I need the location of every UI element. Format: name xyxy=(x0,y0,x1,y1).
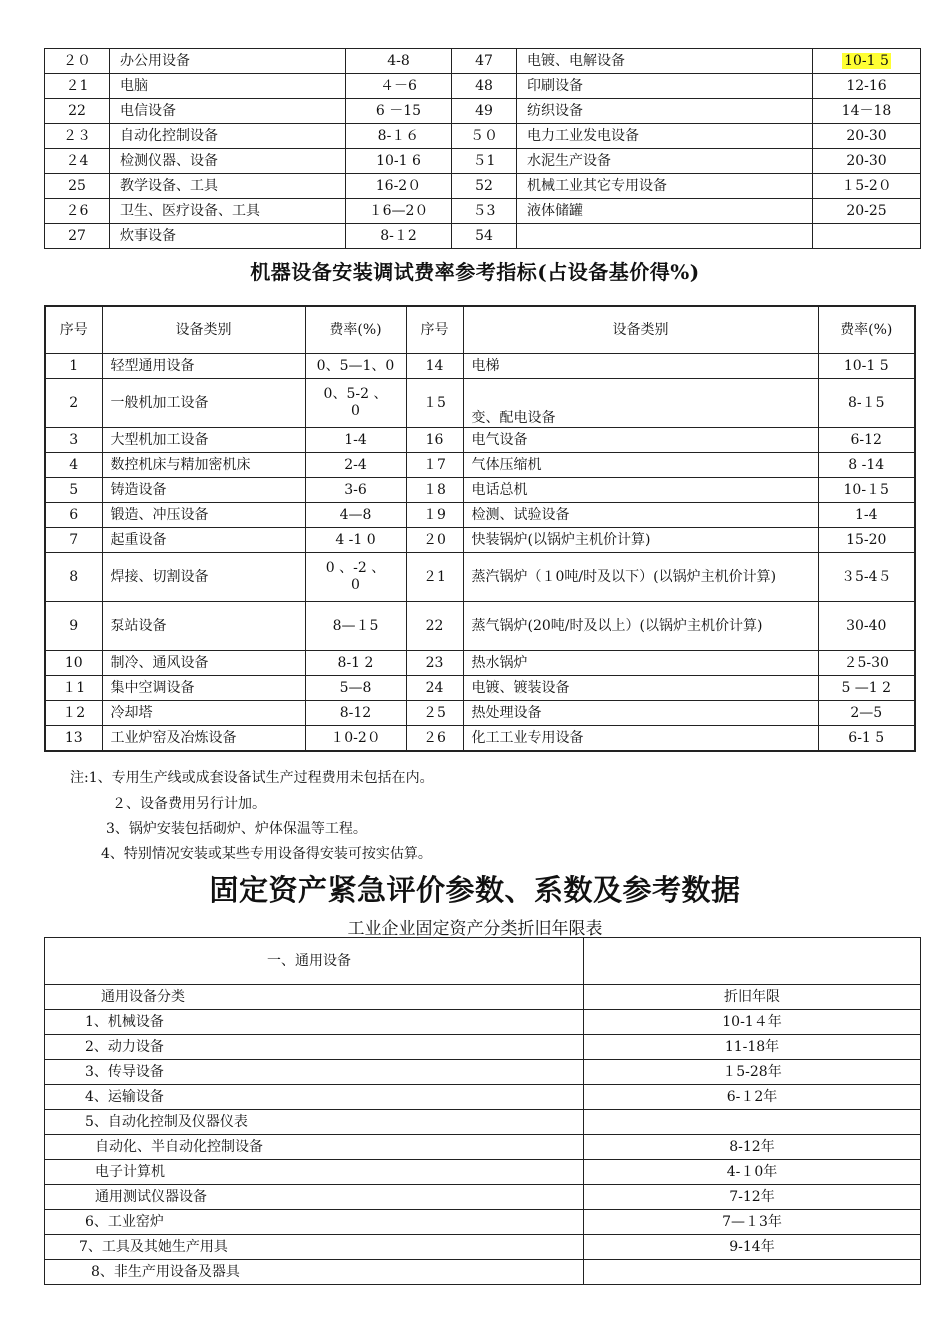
equipment-category: 铸造设备 xyxy=(102,478,305,503)
section-empty-cell xyxy=(584,938,921,985)
rate-value: 4—8 xyxy=(305,503,406,528)
note-line-2: ２、设备费用另行计加。 xyxy=(112,796,266,812)
row-number: 5 xyxy=(45,478,102,503)
row-number: 24 xyxy=(406,676,463,701)
equipment-category: 轻型通用设备 xyxy=(102,354,305,379)
table-row xyxy=(45,428,915,453)
rate-value: 6-12 xyxy=(818,428,915,453)
table-row xyxy=(45,99,921,124)
row-number: 16 xyxy=(406,428,463,453)
rate-value: 6 －15 xyxy=(346,99,452,124)
asset-category: 5、自动化控制及仪器仪表 xyxy=(45,1110,584,1135)
equipment-category: 变、配电设备 xyxy=(463,379,818,428)
install-header-row xyxy=(45,306,915,354)
equipment-category: 电镀、电解设备 xyxy=(517,49,813,74)
rate-value: 20-25 xyxy=(813,199,921,224)
section-row xyxy=(45,938,921,985)
row-number: 27 xyxy=(45,224,110,249)
table-row xyxy=(45,1210,921,1235)
rate-value: 20-30 xyxy=(813,124,921,149)
equipment-category: 炊事设备 xyxy=(110,224,346,249)
equipment-category: 制冷、通风设备 xyxy=(102,651,305,676)
install-rate-table xyxy=(44,305,916,752)
depreciation-years: 4-１0年 xyxy=(584,1160,921,1185)
row-number: ２０ xyxy=(45,49,110,74)
rate-value: 1-4 xyxy=(818,503,915,528)
note-line-1: 注:1、专用生产线或成套设备试生产过程费用未包括在内。 xyxy=(70,770,434,786)
rate-value: 12-16 xyxy=(813,74,921,99)
rate-value: 4 -1 0 xyxy=(305,528,406,553)
row-number: 3 xyxy=(45,428,102,453)
install-rate-title: 机器设备安装调试费率参考指标(占设备基价得%) xyxy=(250,260,700,284)
row-number: 10 xyxy=(45,651,102,676)
row-number: １5 xyxy=(406,379,463,428)
rate-value: 10-1 5 xyxy=(818,354,915,379)
rate-value: 10-1 6 xyxy=(346,149,452,174)
row-number: 14 xyxy=(406,354,463,379)
section-label: 一、通用设备 xyxy=(45,938,584,985)
rate-value: 8-1 2 xyxy=(305,651,406,676)
row-number: ５０ xyxy=(452,124,517,149)
table-row xyxy=(45,199,921,224)
equipment-category: 工业炉窑及冶炼设备 xyxy=(102,726,305,752)
rate-value: 8-１６ xyxy=(346,124,452,149)
top-rate-table xyxy=(44,48,921,249)
table-row xyxy=(45,453,915,478)
depreciation-header-row xyxy=(45,985,921,1010)
row-number: 48 xyxy=(452,74,517,99)
asset-category: 1、机械设备 xyxy=(45,1010,584,1035)
row-number: ２5 xyxy=(406,701,463,726)
equipment-category: 气体压缩机 xyxy=(463,453,818,478)
rate-value: 30-40 xyxy=(818,602,915,651)
row-number: 1 xyxy=(45,354,102,379)
rate-value: 4-8 xyxy=(346,49,452,74)
depreciation-table xyxy=(44,937,921,1285)
depreciation-years: 9-14年 xyxy=(584,1235,921,1260)
rate-value: ４－6 xyxy=(346,74,452,99)
table-row xyxy=(45,354,915,379)
rate-value: １5-2０ xyxy=(813,174,921,199)
depreciation-years: 10-1４年 xyxy=(584,1010,921,1035)
table-row xyxy=(45,676,915,701)
rate-value xyxy=(813,49,921,74)
header-cell: 设备类别 xyxy=(463,306,818,354)
table-row xyxy=(45,1010,921,1035)
rate-value: 16-2０ xyxy=(346,174,452,199)
row-number: １2 xyxy=(45,701,102,726)
equipment-category: 锻造、冲压设备 xyxy=(102,503,305,528)
row-number: 49 xyxy=(452,99,517,124)
equipment-category: 数控机床与精加密机床 xyxy=(102,453,305,478)
equipment-category: 化工工业专用设备 xyxy=(463,726,818,752)
table-row xyxy=(45,1185,921,1210)
header-cell: 设备类别 xyxy=(102,306,305,354)
rate-value: 5—8 xyxy=(305,676,406,701)
equipment-category: 电信设备 xyxy=(110,99,346,124)
asset-category: 电子计算机 xyxy=(45,1160,584,1185)
equipment-category: 机械工业其它专用设备 xyxy=(517,174,813,199)
header-cell: 序号 xyxy=(406,306,463,354)
rate-value: １6—2０ xyxy=(346,199,452,224)
rate-value: 15-20 xyxy=(818,528,915,553)
table-row xyxy=(45,1260,921,1285)
table-row xyxy=(45,149,921,174)
row-number: ２4 xyxy=(45,149,110,174)
equipment-category: 起重设备 xyxy=(102,528,305,553)
equipment-category: 电梯 xyxy=(463,354,818,379)
equipment-category: 自动化控制设备 xyxy=(110,124,346,149)
rate-value: 0、5-2 、0 xyxy=(305,379,406,428)
highlighted-rate: 10-1 5 xyxy=(844,52,889,69)
asset-category: 3、传导设备 xyxy=(45,1060,584,1085)
row-number: ２0 xyxy=(406,528,463,553)
asset-category: 7、工具及其她生产用具 xyxy=(45,1235,584,1260)
asset-category: 通用测试仪器设备 xyxy=(45,1185,584,1210)
row-number: 23 xyxy=(406,651,463,676)
rate-value: 8-１2 xyxy=(346,224,452,249)
rate-value: 2-4 xyxy=(305,453,406,478)
row-number: ５1 xyxy=(452,149,517,174)
rate-value: 8-１5 xyxy=(818,379,915,428)
table-row xyxy=(45,1235,921,1260)
equipment-category: 水泥生产设备 xyxy=(517,149,813,174)
table-row xyxy=(45,74,921,99)
depreciation-years: 8-12年 xyxy=(584,1135,921,1160)
equipment-category: 一般机加工设备 xyxy=(102,379,305,428)
row-number: １7 xyxy=(406,453,463,478)
row-number: 47 xyxy=(452,49,517,74)
header-cell: 折旧年限 xyxy=(584,985,921,1010)
row-number: ２３ xyxy=(45,124,110,149)
depreciation-table-title: 工业企业固定资产分类折旧年限表 xyxy=(347,919,603,939)
rate-value: 3-6 xyxy=(305,478,406,503)
rate-value: 14－18 xyxy=(813,99,921,124)
rate-value: 0、5—1、0 xyxy=(305,354,406,379)
equipment-category: 快装锅炉(以锅炉主机价计算) xyxy=(463,528,818,553)
equipment-category: 集中空调设备 xyxy=(102,676,305,701)
asset-category: 4、运输设备 xyxy=(45,1085,584,1110)
row-number: ２6 xyxy=(45,199,110,224)
depreciation-years: 6-１2年 xyxy=(584,1085,921,1110)
equipment-category: 冷却塔 xyxy=(102,701,305,726)
rate-value: ３5-4５ xyxy=(818,553,915,602)
equipment-category: 电气设备 xyxy=(463,428,818,453)
table-row xyxy=(45,1160,921,1185)
asset-category: 自动化、半自动化控制设备 xyxy=(45,1135,584,1160)
rate-value: 6-1 5 xyxy=(818,726,915,752)
depreciation-years xyxy=(584,1260,921,1285)
row-number: ５3 xyxy=(452,199,517,224)
table-row xyxy=(45,651,915,676)
equipment-category: 焊接、切割设备 xyxy=(102,553,305,602)
depreciation-years: 7—１3年 xyxy=(584,1210,921,1235)
row-number: 8 xyxy=(45,553,102,602)
asset-category: 8、非生产用设备及器具 xyxy=(45,1260,584,1285)
rate-value: １0-2０ xyxy=(305,726,406,752)
rate-value: 8 -14 xyxy=(818,453,915,478)
row-number: 6 xyxy=(45,503,102,528)
row-number: 2 xyxy=(45,379,102,428)
asset-category: 2、动力设备 xyxy=(45,1035,584,1060)
asset-section-title: 固定资产紧急评价参数、系数及参考数据 xyxy=(209,873,741,907)
row-number: 52 xyxy=(452,174,517,199)
note-line-3: 3、锅炉安装包括砌炉、炉体保温等工程。 xyxy=(106,821,367,837)
equipment-category: 泵站设备 xyxy=(102,602,305,651)
equipment-category: 检测、试验设备 xyxy=(463,503,818,528)
table-row xyxy=(45,224,921,249)
row-number: 13 xyxy=(45,726,102,752)
table-row xyxy=(45,553,915,602)
rate-value: 2—5 xyxy=(818,701,915,726)
depreciation-years: 7-12年 xyxy=(584,1185,921,1210)
row-number: 7 xyxy=(45,528,102,553)
table-row xyxy=(45,726,915,752)
equipment-category: 热处理设备 xyxy=(463,701,818,726)
header-cell: 费率(%) xyxy=(818,306,915,354)
equipment-category: 教学设备、工具 xyxy=(110,174,346,199)
equipment-category: 印刷设备 xyxy=(517,74,813,99)
row-number: １9 xyxy=(406,503,463,528)
rate-value: 5 —1 2 xyxy=(818,676,915,701)
row-number: １8 xyxy=(406,478,463,503)
table-row xyxy=(45,478,915,503)
rate-value: 8—１5 xyxy=(305,602,406,651)
table-row xyxy=(45,528,915,553)
table-row xyxy=(45,1085,921,1110)
equipment-category: 检测仪器、设备 xyxy=(110,149,346,174)
row-number: 9 xyxy=(45,602,102,651)
rate-value: 10-１5 xyxy=(818,478,915,503)
table-row xyxy=(45,124,921,149)
equipment-category xyxy=(517,224,813,249)
equipment-category: 热水锅炉 xyxy=(463,651,818,676)
row-number: 54 xyxy=(452,224,517,249)
equipment-category: 卫生、医疗设备、工具 xyxy=(110,199,346,224)
depreciation-years: 11-18年 xyxy=(584,1035,921,1060)
equipment-category: 电话总机 xyxy=(463,478,818,503)
table-row xyxy=(45,49,921,74)
row-number: 22 xyxy=(406,602,463,651)
row-number: 25 xyxy=(45,174,110,199)
rate-value: 20-30 xyxy=(813,149,921,174)
table-row xyxy=(45,701,915,726)
equipment-category: 纺织设备 xyxy=(517,99,813,124)
rate-value: 0 、-2 、0 xyxy=(305,553,406,602)
row-number: 22 xyxy=(45,99,110,124)
equipment-category: 办公用设备 xyxy=(110,49,346,74)
rate-value: 8-12 xyxy=(305,701,406,726)
table-row xyxy=(45,174,921,199)
header-cell: 序号 xyxy=(45,306,102,354)
equipment-category: 电力工业发电设备 xyxy=(517,124,813,149)
table-row xyxy=(45,1110,921,1135)
row-number: １1 xyxy=(45,676,102,701)
row-number: ２6 xyxy=(406,726,463,752)
asset-category: 6、工业窑炉 xyxy=(45,1210,584,1235)
table-row xyxy=(45,1135,921,1160)
row-number: ２1 xyxy=(45,74,110,99)
header-cell: 费率(%) xyxy=(305,306,406,354)
table-row xyxy=(45,1035,921,1060)
table-row xyxy=(45,602,915,651)
equipment-category: 液体储罐 xyxy=(517,199,813,224)
row-number: ２1 xyxy=(406,553,463,602)
depreciation-years: １5-28年 xyxy=(584,1060,921,1085)
rate-value xyxy=(813,224,921,249)
table-row xyxy=(45,1060,921,1085)
rate-value: ２5-30 xyxy=(818,651,915,676)
equipment-category: 蒸气锅炉(20吨/时及以上）(以锅炉主机价计算) xyxy=(463,602,818,651)
row-number: 4 xyxy=(45,453,102,478)
table-row xyxy=(45,503,915,528)
equipment-category: 电脑 xyxy=(110,74,346,99)
equipment-category: 大型机加工设备 xyxy=(102,428,305,453)
note-line-4: 4、特别情况安装或某些专用设备得安装可按实估算。 xyxy=(101,846,432,862)
equipment-category: 电镀、镀装设备 xyxy=(463,676,818,701)
header-cell: 通用设备分类 xyxy=(45,985,584,1010)
table-row xyxy=(45,379,915,428)
rate-value: 1-4 xyxy=(305,428,406,453)
depreciation-years xyxy=(584,1110,921,1135)
equipment-category: 蒸汽锅炉（１0吨/时及以下）(以锅炉主机价计算) xyxy=(463,553,818,602)
